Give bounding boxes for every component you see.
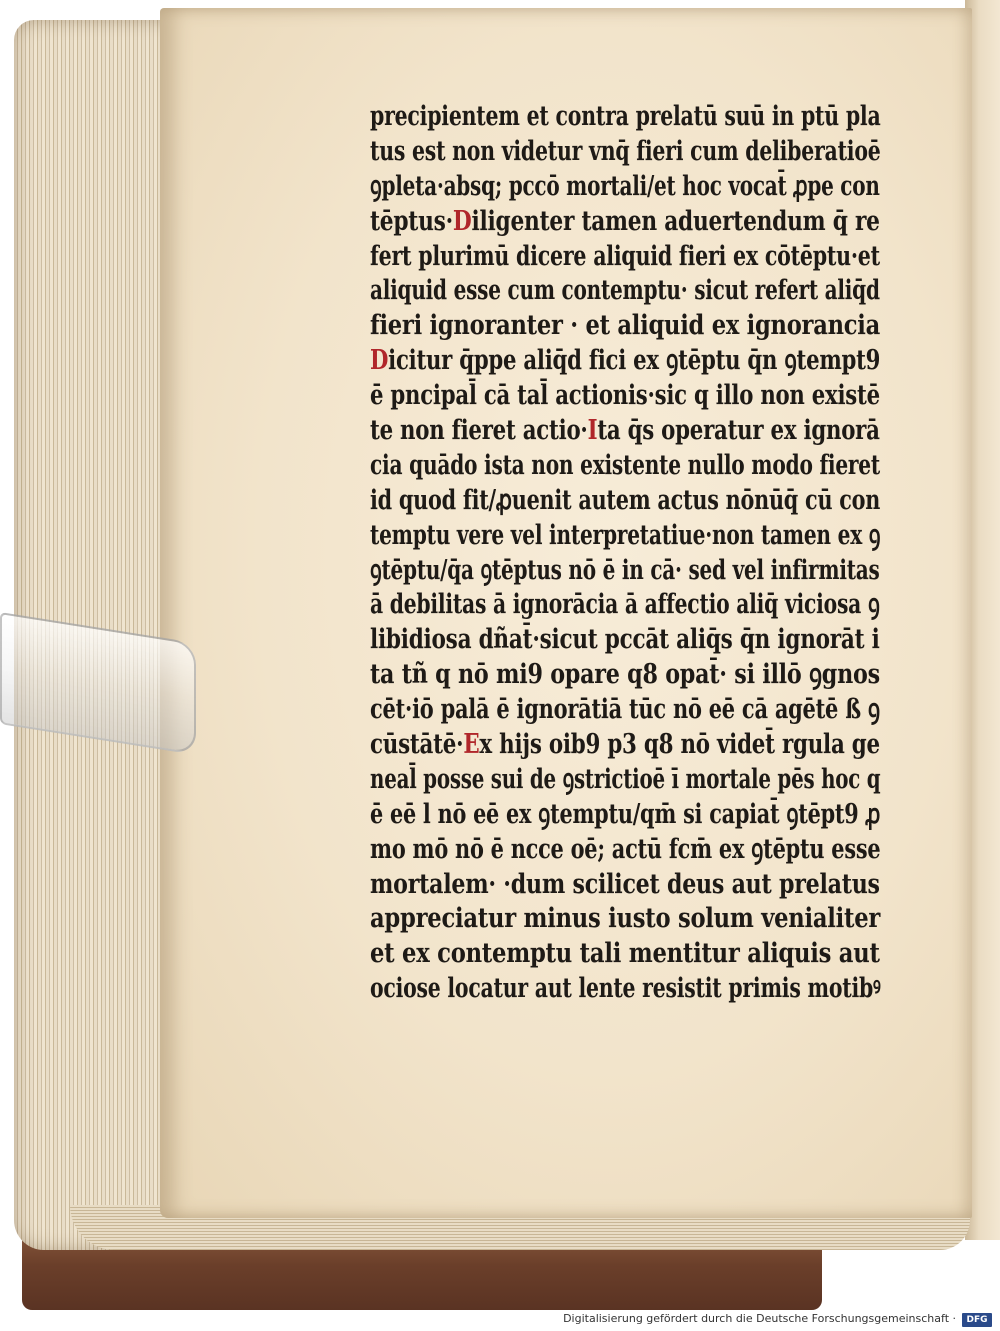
text-line: mortalem· ·dum scilicet deus aut prelatus	[370, 868, 880, 900]
rubricated-initial: E	[463, 729, 480, 761]
rubricated-initial: I	[587, 415, 598, 447]
text-line: id quod fit/ꝓuenit autem actus nōnūq̄ cū con	[370, 484, 881, 516]
rubricated-initial: D	[452, 205, 472, 237]
text-line: ta tñ q nō mi9 opare q8 opat̄· si illō ꝯgnos	[370, 659, 880, 691]
text-line-start: te non fieret actio·	[370, 415, 588, 447]
text-line-rest: x hijs oib9 p3 q8 nō videt̄ rgula ge	[479, 729, 880, 761]
text-line: ꝯtēptu/q̄a ꝯtēptus nō ē in cā· sed vel infirmitas	[370, 554, 880, 586]
text-line: ꝯpleta·absq; pccō mortali/et hoc vocat̄ ꝓpe con	[370, 170, 880, 202]
text-line	[370, 728, 880, 763]
text-line: fert plurimū dicere aliquid fieri ex cōtēptu·et	[370, 240, 880, 272]
text-line: ē eē l nō eē ex ꝯtemptu/qm̄ si capiat̄ ꝯtēpt9 ꝓ	[370, 798, 881, 830]
text-line: mo mō nō ē ncce oē; actū fcm̄ ex ꝯtēptu esse	[370, 833, 881, 865]
text-line: tus est non videtur vnq̄ fieri cum deliberatioē	[370, 135, 881, 167]
text-line: fieri ignoranter · et aliquid ex ignorancia	[370, 310, 881, 342]
text-line: aliquid esse cum contemptu· sicut refert aliq̄d	[370, 275, 880, 307]
dfg-logo-icon[interactable]: DFG	[962, 1313, 992, 1327]
text-line	[370, 344, 881, 379]
incunabula-text-block	[370, 100, 880, 1007]
footer-bar	[0, 1310, 1000, 1331]
text-line: libidiosa dñat̄·sicut pccāt aliq̄s q̄n ignorāt i	[370, 624, 880, 656]
text-line: et ex contemptu tali mentitur aliquis aut	[370, 938, 880, 970]
text-line-start: cūstātē·	[370, 729, 464, 761]
rubricated-initial: D	[370, 345, 389, 377]
text-line: ē pncipal̄ cā tal̄ actionis·sic q illo non existē	[370, 380, 880, 412]
text-line-rest: iligenter tamen aduertendum q̄ re	[471, 205, 880, 237]
text-line	[370, 205, 880, 240]
text-line: temptu vere vel interpretatiue·non tamen ex ꝯ	[370, 519, 881, 551]
text-line-rest: icitur q̄ppe aliq̄d fici ex ꝯtēptu q̄n ꝯtempt9	[388, 345, 881, 377]
text-line	[370, 414, 880, 449]
text-line-start: tēptus·	[370, 205, 453, 237]
funding-credit: Digitalisierung gefördert durch die Deutsche Forschungsgemeinschaft ·	[563, 1312, 956, 1325]
text-line: neal̄ posse sui de ꝯstrictioē ī mortale pēs hoc q	[370, 763, 881, 795]
text-line: ā debilitas ā ignorācia ā affectio aliq̄ viciosa ꝯ	[370, 589, 880, 621]
text-line: cia quādo ista non existente nullo modo fieret	[370, 449, 880, 481]
text-line: ociose locatur aut lente resistit primis motibꝰ	[370, 973, 881, 1005]
text-line: cēt·iō palā ē ignorātiā tūc nō eē cā agētē ß ꝯ	[370, 694, 880, 726]
text-line: precipientem et contra prelatū suū in ptū pla	[370, 101, 881, 132]
text-line-rest: ta q̄s operatur ex ignorā	[597, 415, 880, 447]
text-line: appreciatur minus iusto solum venialiter	[370, 903, 881, 935]
